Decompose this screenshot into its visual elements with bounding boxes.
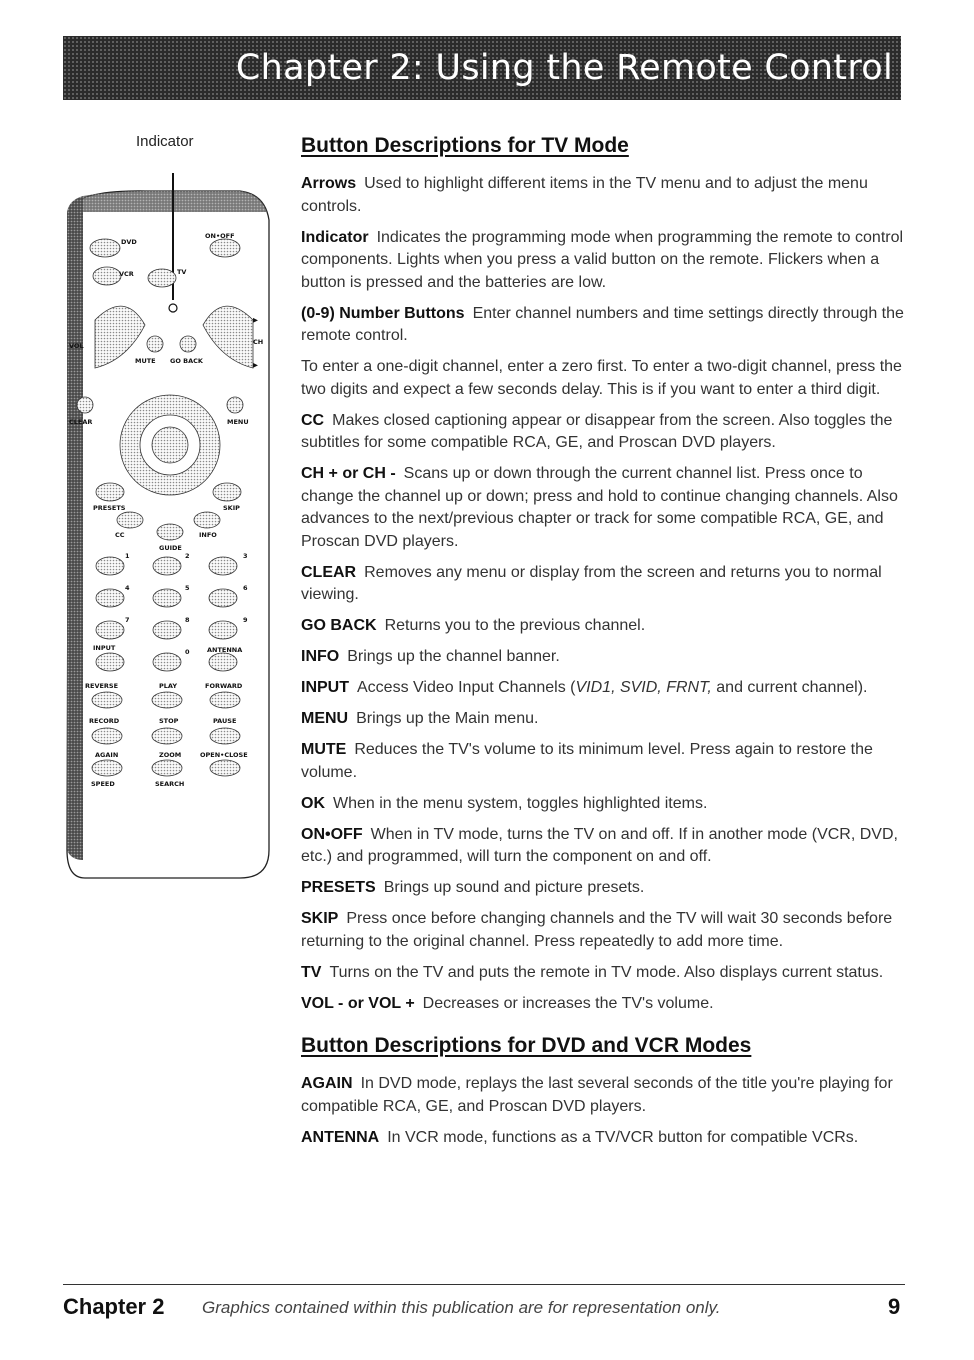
entry-mute: MUTE Reduces the TV's volume to its minimum level. Press again to restore the volume. <box>301 741 873 781</box>
dvd-vcr-section-heading: Button Descriptions for DVD and VCR Modes <box>301 1034 752 1057</box>
footer-note: Graphics contained within this publication are for representation only. <box>202 1298 721 1317</box>
vcr-button <box>93 267 121 285</box>
entry-skip: SKIP Press once before changing channels and the TV will wait 30 seconds before returning to the original channel. Press repeatedly to add more time. <box>301 910 893 950</box>
label-dvd: DVD <box>121 238 137 246</box>
label-forward: FORWARD <box>205 682 243 690</box>
indicator-label: Indicator <box>136 133 194 150</box>
label-3: 3 <box>243 552 248 560</box>
label-record: RECORD <box>89 717 120 725</box>
input-button <box>96 653 124 671</box>
label-input: INPUT <box>93 644 116 652</box>
entry-antenna: ANTENNA In VCR mode, functions as a TV/VCR button for compatible VCRs. <box>301 1128 859 1146</box>
label-skip: SKIP <box>223 504 240 512</box>
label-menu: MENU <box>227 418 249 426</box>
entry-input: INPUT Access Video Input Channels (VID1, SVID, FRNT, and current channel). <box>301 679 868 696</box>
entry-info: INFO Brings up the channel banner. <box>301 648 560 665</box>
remote-control-illustration <box>55 160 295 880</box>
entry-cc: CC Makes closed captioning appear or disappear from the screen. Also toggles the subtitles for some compatible RCA, GE, and Proscan DVD players. <box>301 411 893 451</box>
label-6: 6 <box>243 584 248 592</box>
label-speed: SPEED <box>91 780 115 788</box>
entry-number-buttons: (0-9) Number Buttons Enter channel numbers and time settings directly through the remote control. <box>301 304 904 344</box>
label-go-back: GO BACK <box>170 357 203 365</box>
label-1: 1 <box>125 552 130 560</box>
entry-ch: CH + or CH - Scans up or down through the current channel list. Press once to change the channel up or down; press and hold to continue changing channels. Also advances to the next/previous chapter or track for some compatible RCA, GE, and Proscan DVD players. <box>301 465 898 550</box>
forward-button <box>210 692 240 708</box>
entry-presets: PRESETS Brings up sound and picture presets. <box>301 879 645 896</box>
label-4: 4 <box>125 584 130 592</box>
ok-button <box>152 427 188 463</box>
num-6-button <box>209 589 237 607</box>
label-vcr: VCR <box>119 270 134 278</box>
num-1-button <box>96 557 124 575</box>
label-play: PLAY <box>159 682 178 690</box>
entry-menu: MENU Brings up the Main menu. <box>301 710 539 727</box>
content-column <box>301 133 905 1158</box>
label-search: SEARCH <box>155 780 185 788</box>
reverse-button <box>92 692 122 708</box>
menu-button <box>227 397 243 413</box>
num-4-button <box>96 589 124 607</box>
label-7: 7 <box>125 616 130 624</box>
remote-top-band <box>83 191 267 212</box>
entry-vol: VOL - or VOL + Decreases or increases the TV's volume. <box>301 994 714 1012</box>
label-9: 9 <box>243 616 248 624</box>
go-back-button <box>180 336 196 352</box>
label-reverse: REVERSE <box>85 682 119 690</box>
num-9-button <box>209 621 237 639</box>
label-5: 5 <box>185 584 190 592</box>
label-vol: VOL <box>69 342 84 350</box>
label-antenna: ANTENNA <box>207 646 243 654</box>
num-0-button <box>153 653 181 671</box>
num-5-button <box>153 589 181 607</box>
indicator-light <box>169 304 177 312</box>
entry-on-off: ON•OFF When in TV mode, turns the TV on and off. If in another mode (VCR, DVD, etc.) and programmed, will turn the component on and off. <box>301 825 898 865</box>
label-presets: PRESETS <box>93 504 126 512</box>
tv-section-heading: Button Descriptions for TV Mode <box>301 134 629 157</box>
guide-button <box>157 524 183 540</box>
num-8-button <box>153 621 181 639</box>
num-7-button <box>96 621 124 639</box>
stop-button <box>152 728 182 744</box>
entry-go-back: GO BACK Returns you to the previous channel. <box>301 617 646 634</box>
chapter-banner <box>63 36 901 100</box>
clear-button <box>77 397 93 413</box>
label-info: INFO <box>199 531 217 539</box>
entry-number-note: To enter a one-digit channel, enter a zero first. To enter a two-digit channel, press the two digits and expect a few seconds delay. This is if you want to enter a third digit. <box>301 358 902 398</box>
entry-tv: TV Turns on the TV and puts the remote in TV mode. Also displays current status. <box>301 963 884 981</box>
label-2: 2 <box>185 552 190 560</box>
open-close-button <box>210 760 240 776</box>
chapter-title: Chapter 2: Using the Remote Control <box>235 48 893 88</box>
zoom-button <box>152 760 182 776</box>
label-0: 0 <box>185 648 190 656</box>
entry-indicator: Indicator Indicates the programming mode when programming the remote to control components. Lights when you press a valid button on the remote. Flickers when a button is pressed and the batteries are low. <box>301 228 904 291</box>
label-zoom: ZOOM <box>159 751 182 759</box>
page-number: 9 <box>888 1294 901 1319</box>
footer-chapter: Chapter 2 <box>63 1294 165 1319</box>
skip-button <box>213 483 241 501</box>
entry-arrows: Arrows Used to highlight different items in the TV menu and to adjust the menu controls. <box>301 175 868 215</box>
info-button <box>194 512 220 528</box>
record-button <box>92 728 122 744</box>
label-stop: STOP <box>159 717 179 725</box>
dvd-button <box>90 239 120 257</box>
pause-button <box>210 728 240 744</box>
entry-again: AGAIN In DVD mode, replays the last several seconds of the title you're playing for compatible RCA, GE, and Proscan DVD players. <box>301 1075 893 1115</box>
on-off-button <box>210 239 240 257</box>
play-button <box>152 692 182 708</box>
presets-button <box>96 483 124 501</box>
entry-ok: OK When in the menu system, toggles highlighted items. <box>301 794 708 812</box>
label-ch-minus: ▶ <box>253 361 258 369</box>
label-8: 8 <box>185 616 190 624</box>
antenna-button <box>209 653 237 671</box>
label-again: AGAIN <box>95 751 119 759</box>
label-guide: GUIDE <box>159 544 182 552</box>
cc-button <box>117 512 143 528</box>
mute-button <box>147 336 163 352</box>
label-ch: CH <box>253 338 264 346</box>
label-clear: CLEAR <box>69 418 93 426</box>
num-2-button <box>153 557 181 575</box>
label-tv: TV <box>177 268 187 276</box>
label-pause: PAUSE <box>213 717 237 725</box>
entry-clear: CLEAR Removes any menu or display from the screen and returns you to normal viewing. <box>301 563 882 603</box>
footer-rule <box>63 1284 905 1285</box>
label-open-close: OPEN•CLOSE <box>200 751 248 759</box>
label-mute: MUTE <box>135 357 156 365</box>
num-3-button <box>209 557 237 575</box>
label-ch-plus: ▶ <box>253 316 258 324</box>
label-on-off: ON•OFF <box>205 232 235 240</box>
label-cc: CC <box>115 531 125 539</box>
again-button <box>92 760 122 776</box>
tv-button <box>148 269 176 287</box>
remote-left-edge-shadow <box>67 196 83 860</box>
